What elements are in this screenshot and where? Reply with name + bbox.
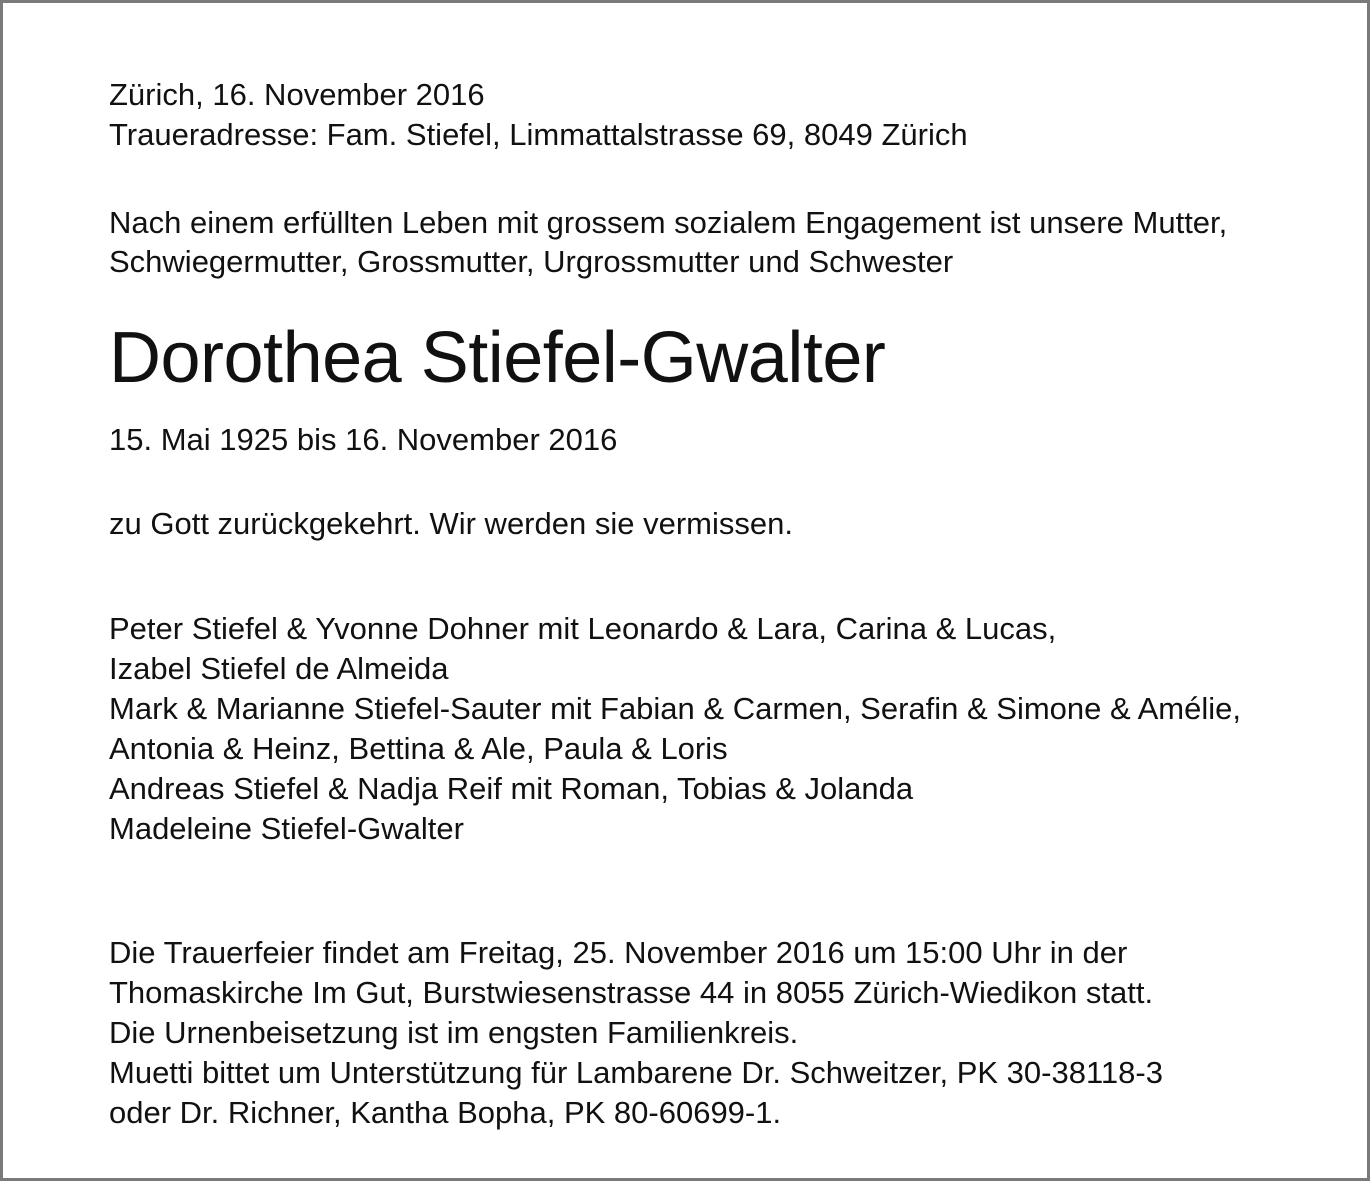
intro-line: Nach einem erfüllten Leben mit grossem sozialem Engagement ist unsere Mutter, [109, 205, 1228, 240]
deceased-name: Dorothea Stiefel-Gwalter [109, 318, 886, 398]
family-line: Mark & Marianne Stiefel-Sauter mit Fabian & Carmen, Serafin & Simone & Amélie, [109, 691, 1241, 726]
ceremony-line: Die Trauerfeier findet am Freitag, 25. November 2016 um 15:00 Uhr in der [109, 935, 1128, 970]
ceremony-line: Die Urnenbeisetzung ist im engsten Familienkreis. [109, 1015, 799, 1050]
closing-phrase: zu Gott zurückgekehrt. Wir werden sie vermissen. [109, 506, 793, 541]
lifespan: 15. Mai 1925 bis 16. November 2016 [109, 422, 618, 457]
family-line: Madeleine Stiefel-Gwalter [109, 811, 464, 846]
intro-line: Schwiegermutter, Grossmutter, Urgrossmutter und Schwester [109, 244, 954, 279]
family-line: Andreas Stiefel & Nadja Reif mit Roman, Tobias & Jolanda [109, 771, 914, 806]
place-date: Zürich, 16. November 2016 [109, 77, 485, 112]
family-line: Antonia & Heinz, Bettina & Ale, Paula & Loris [109, 731, 728, 766]
family-line: Peter Stiefel & Yvonne Dohner mit Leonardo & Lara, Carina & Lucas, [109, 611, 1057, 646]
family-line: Izabel Stiefel de Almeida [109, 651, 449, 686]
mourning-address: Traueradresse: Fam. Stiefel, Limmattalstrasse 69, 8049 Zürich [109, 117, 968, 152]
ceremony-line: oder Dr. Richner, Kantha Bopha, PK 80-60699-1. [109, 1095, 782, 1130]
ceremony-line: Muetti bittet um Unterstützung für Lambarene Dr. Schweitzer, PK 30-38118-3 [109, 1055, 1163, 1090]
ceremony-line: Thomaskirche Im Gut, Burstwiesenstrasse 44 in 8055 Zürich-Wiedikon statt. [109, 975, 1154, 1010]
